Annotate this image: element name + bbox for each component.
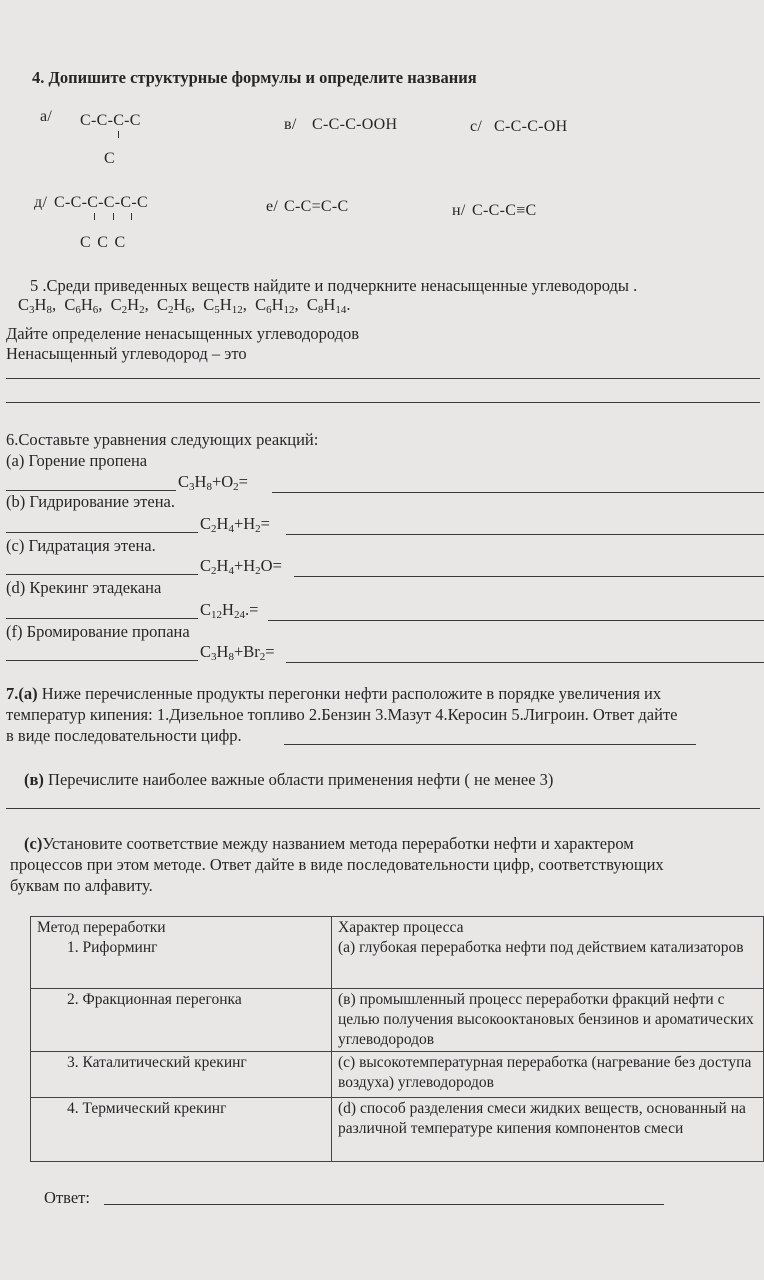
answer-line[interactable]: [294, 576, 764, 577]
q4-e-formula: С-С=С-С: [284, 198, 349, 215]
q4-a-label: а/: [40, 108, 53, 125]
q6-c-equation: $C_2H_4+H_2O=$: [200, 556, 282, 577]
q4-s-label: с/: [470, 118, 483, 135]
q7-b-line: (в) Перечислите наиболее важные области применения нефти ( не менее 3): [24, 770, 554, 789]
answer-line[interactable]: [272, 492, 764, 493]
table-row: [31, 917, 764, 989]
q7-a-line1: 7.(а) Ниже перечисленные продукты перегонки нефти расположите в порядке увеличения их: [6, 684, 662, 703]
q7-c-line3: буквам по алфавиту.: [10, 876, 153, 895]
answer-label: Ответ:: [44, 1188, 90, 1207]
formula: $C_8H_{14}$: [306, 295, 347, 316]
bond-line: [113, 213, 114, 220]
q6-b-label: (b) Гидрирование этена.: [6, 492, 175, 511]
table-desc: (а) глубокая переработка нефти под действием катализаторов: [338, 939, 744, 956]
table-method: 3. Каталитический крекинг: [67, 1054, 247, 1071]
formula: $C_2H_6$: [156, 295, 191, 316]
table-cell: [31, 989, 332, 1052]
matching-table: [30, 916, 764, 1162]
table-method: 4. Термический крекинг: [67, 1100, 227, 1117]
q4-v-label: в/: [284, 116, 297, 133]
answer-line[interactable]: [6, 574, 198, 575]
q6-f-label: (f) Бромирование пропана: [6, 622, 190, 641]
answer-line[interactable]: [6, 618, 198, 619]
q6-f-equation: $C_3H_8+Br_2=$: [200, 642, 275, 663]
table-row: [31, 1098, 764, 1162]
bond-line: [131, 213, 132, 220]
q7-a-line2: температур кипения: 1.Дизельное топливо 2.Бензин 3.Мазут 4.Керосин 5.Лигроин. Ответ дайте: [6, 705, 678, 724]
answer-line[interactable]: [6, 660, 198, 661]
q4-d-branch: С С С: [80, 234, 126, 251]
q6-b-equation: $C_2H_4+H_2=$: [200, 514, 270, 535]
q4-v-formula: С-С-С-ООН: [312, 116, 398, 133]
table-cell: [31, 1098, 332, 1162]
answer-line[interactable]: [6, 490, 176, 491]
answer-line[interactable]: [284, 744, 696, 745]
table-header-process: Характер процесса: [338, 919, 464, 936]
q5-title: 5 .Среди приведенных веществ найдите и подчеркните ненасыщенные углеводороды .: [30, 276, 638, 295]
q4-title: 4. Допишите структурные формулы и определите названия: [32, 68, 477, 87]
answer-line[interactable]: [6, 402, 760, 403]
answer-line[interactable]: [286, 662, 764, 663]
table-method: 2. Фракционная перегонка: [67, 991, 242, 1008]
table-cell: [332, 989, 764, 1052]
table-header-method: Метод переработки: [37, 919, 166, 936]
answer-line[interactable]: [268, 620, 764, 621]
formula: $C_3H_8$: [18, 295, 52, 316]
formula: $C_6H_6$: [64, 295, 99, 316]
q4-a-branch: С: [104, 150, 115, 167]
q6-d-equation: $C_{12}H_{24}.=$: [200, 600, 259, 621]
q4-a-chain: С-С-С-С: [80, 112, 141, 129]
q5-line3: Ненасыщенный углеводород – это: [6, 344, 247, 363]
table-cell: [31, 1052, 332, 1098]
table-desc: (d) способ разделения смеси жидких веществ, основанный на различной температуре кипения компонентов смеси: [338, 1100, 746, 1137]
q6-a-label: (а) Горение пропена: [6, 451, 148, 470]
q4-n-label: н/: [452, 202, 466, 219]
answer-line[interactable]: [6, 808, 760, 809]
table-desc: (в) промышленный процесс переработки фракций нефти с целью получения высокооктановых бензинов и ароматических углеводородов: [338, 991, 754, 1048]
table-method: 1. Риформинг: [67, 939, 158, 956]
q4-s-formula: С-С-С-ОН: [494, 118, 568, 135]
q7-c-line1: (с)Установите соответствие между названием метода переработки нефти и характером: [24, 834, 634, 853]
q7-a-line3: в виде последовательности цифр.: [6, 726, 242, 745]
q4-e-label: е/: [266, 198, 279, 215]
bond-line: [94, 213, 95, 220]
q4-d-chain: С-С-С-С-С-С: [54, 194, 148, 211]
q6-title: 6.Составьте уравнения следующих реакций:: [6, 430, 319, 449]
answer-line[interactable]: [6, 378, 760, 379]
q4-n-formula: С-С-С≡С: [472, 202, 537, 219]
answer-line[interactable]: [104, 1204, 664, 1205]
table-cell: [31, 917, 332, 989]
formula: $C_2H_2$: [110, 295, 145, 316]
q6-c-label: (с) Гидратация этена.: [6, 536, 156, 555]
answer-line[interactable]: [286, 534, 764, 535]
formula: $C_5H_{12}$: [203, 295, 243, 316]
answer-line[interactable]: [6, 532, 198, 533]
table-row: [31, 1052, 764, 1098]
q6-d-label: (d) Крекинг этадекана: [6, 578, 162, 597]
q7-c-line2: процессов при этом методе. Ответ дайте в виде последовательности цифр, соответствующих: [10, 855, 664, 874]
table-cell: [332, 917, 764, 989]
q6-a-equation: $C_3H_8+O_2=$: [178, 472, 248, 493]
table-row: [31, 989, 764, 1052]
table-cell: [332, 1052, 764, 1098]
q5-line2: Дайте определение ненасыщенных углеводородов: [6, 324, 360, 343]
q4-d-label: д/: [34, 194, 48, 211]
bond-line: [118, 131, 119, 138]
q5-formulas: $C_3H_8$, $C_6H_6$, $C_2H_2$, $C_2H_6$, $C_5H_{12}$, $C_6H_{12}$, $C_8H_{14}$.: [18, 295, 351, 316]
table-desc: (с) высокотемпературная переработка (нагревание без доступа воздуха) углеводородов: [338, 1054, 752, 1091]
formula: $C_6H_{12}$: [255, 295, 295, 316]
table-cell: [332, 1098, 764, 1162]
